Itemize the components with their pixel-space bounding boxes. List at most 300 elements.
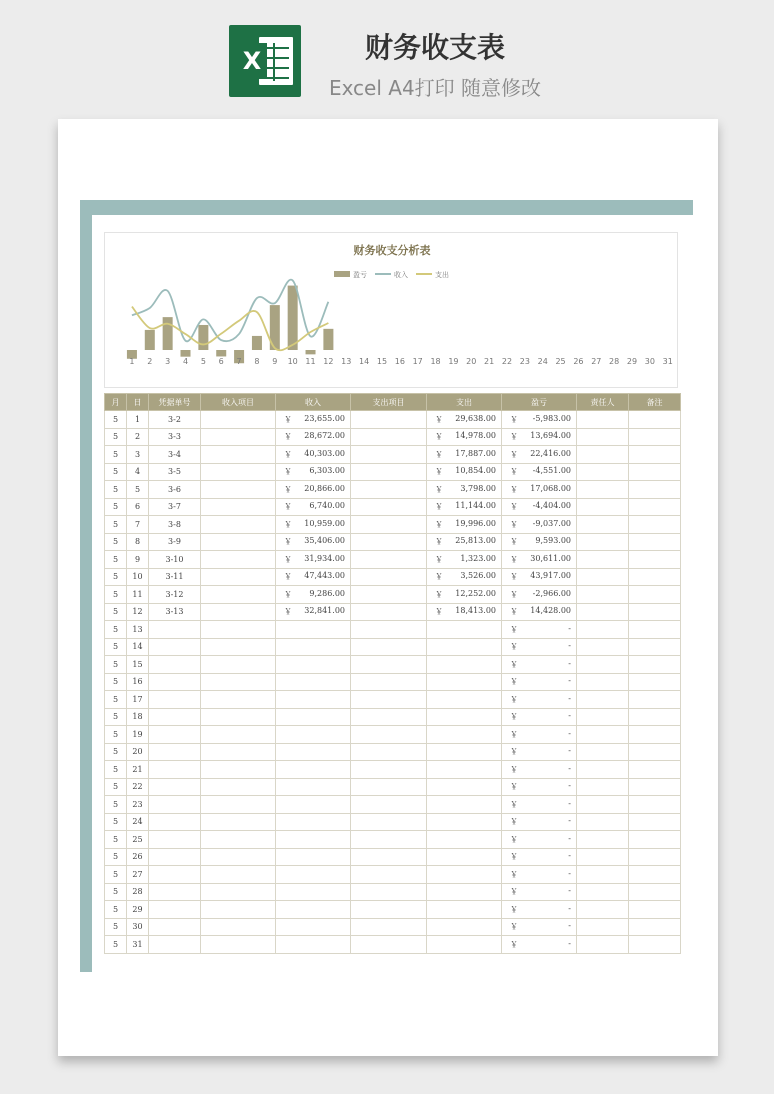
cell-profit-loss[interactable]: [502, 656, 577, 674]
cell-expense[interactable]: [427, 638, 502, 656]
cell-income[interactable]: [276, 621, 351, 639]
cell-expense-item[interactable]: [351, 481, 427, 499]
cell-month[interactable]: 5: [105, 638, 127, 656]
cell-voucher[interactable]: [149, 796, 201, 814]
cell-note[interactable]: [629, 726, 681, 744]
cell-month[interactable]: 5: [105, 743, 127, 761]
cell-note[interactable]: [629, 936, 681, 954]
cell-day[interactable]: 25: [127, 831, 149, 849]
cell-profit-loss[interactable]: [502, 621, 577, 639]
cell-day[interactable]: 29: [127, 901, 149, 919]
cell-owner[interactable]: [577, 901, 629, 919]
cell-day[interactable]: 17: [127, 691, 149, 709]
cell-day[interactable]: 22: [127, 778, 149, 796]
cell-expense-item[interactable]: [351, 411, 427, 429]
cell-expense-item[interactable]: [351, 463, 427, 481]
cell-month[interactable]: 5: [105, 883, 127, 901]
cell-income-item[interactable]: [201, 516, 276, 534]
cell-month[interactable]: 5: [105, 533, 127, 551]
cell-voucher[interactable]: [149, 761, 201, 779]
cell-voucher[interactable]: 3-5: [149, 463, 201, 481]
cell-income[interactable]: [276, 498, 351, 516]
cell-day[interactable]: 3: [127, 446, 149, 464]
cell-income-item[interactable]: [201, 498, 276, 516]
cell-owner[interactable]: [577, 848, 629, 866]
cell-month[interactable]: 5: [105, 551, 127, 569]
cell-voucher[interactable]: 3-4: [149, 446, 201, 464]
cell-expense[interactable]: [427, 673, 502, 691]
cell-note[interactable]: [629, 708, 681, 726]
cell-note[interactable]: [629, 428, 681, 446]
cell-expense-item[interactable]: [351, 586, 427, 604]
cell-day[interactable]: 9: [127, 551, 149, 569]
cell-income[interactable]: [276, 551, 351, 569]
cell-expense[interactable]: [427, 883, 502, 901]
cell-note[interactable]: [629, 918, 681, 936]
cell-month[interactable]: 5: [105, 673, 127, 691]
cell-expense-item[interactable]: [351, 848, 427, 866]
cell-profit-loss[interactable]: [502, 498, 577, 516]
cell-income[interactable]: [276, 446, 351, 464]
cell-income[interactable]: [276, 586, 351, 604]
cell-income[interactable]: [276, 603, 351, 621]
cell-profit-loss[interactable]: [502, 866, 577, 884]
cell-income-item[interactable]: [201, 796, 276, 814]
cell-owner[interactable]: [577, 568, 629, 586]
cell-income-item[interactable]: [201, 586, 276, 604]
cell-profit-loss[interactable]: [502, 761, 577, 779]
cell-note[interactable]: [629, 446, 681, 464]
cell-note[interactable]: [629, 796, 681, 814]
cell-expense[interactable]: [427, 551, 502, 569]
cell-income[interactable]: [276, 411, 351, 429]
cell-day[interactable]: 21: [127, 761, 149, 779]
cell-month[interactable]: 5: [105, 726, 127, 744]
cell-income-item[interactable]: [201, 428, 276, 446]
cell-owner[interactable]: [577, 446, 629, 464]
cell-note[interactable]: [629, 411, 681, 429]
cell-day[interactable]: 12: [127, 603, 149, 621]
cell-expense[interactable]: [427, 463, 502, 481]
cell-month[interactable]: 5: [105, 481, 127, 499]
cell-voucher[interactable]: [149, 656, 201, 674]
cell-note[interactable]: [629, 621, 681, 639]
cell-note[interactable]: [629, 568, 681, 586]
cell-note[interactable]: [629, 551, 681, 569]
cell-voucher[interactable]: [149, 743, 201, 761]
cell-note[interactable]: [629, 463, 681, 481]
cell-income-item[interactable]: [201, 463, 276, 481]
cell-note[interactable]: [629, 743, 681, 761]
cell-owner[interactable]: [577, 918, 629, 936]
cell-note[interactable]: [629, 638, 681, 656]
cell-income-item[interactable]: [201, 603, 276, 621]
cell-note[interactable]: [629, 778, 681, 796]
cell-income-item[interactable]: [201, 848, 276, 866]
cell-income[interactable]: [276, 831, 351, 849]
cell-expense[interactable]: [427, 621, 502, 639]
cell-voucher[interactable]: 3-11: [149, 568, 201, 586]
cell-income-item[interactable]: [201, 918, 276, 936]
cell-income-item[interactable]: [201, 411, 276, 429]
cell-expense[interactable]: [427, 761, 502, 779]
cell-income-item[interactable]: [201, 568, 276, 586]
cell-owner[interactable]: [577, 481, 629, 499]
cell-expense-item[interactable]: [351, 516, 427, 534]
cell-note[interactable]: [629, 673, 681, 691]
cell-day[interactable]: 10: [127, 568, 149, 586]
cell-voucher[interactable]: [149, 918, 201, 936]
cell-profit-loss[interactable]: [502, 411, 577, 429]
cell-voucher[interactable]: [149, 901, 201, 919]
cell-day[interactable]: 7: [127, 516, 149, 534]
cell-note[interactable]: [629, 866, 681, 884]
cell-expense-item[interactable]: [351, 901, 427, 919]
cell-owner[interactable]: [577, 428, 629, 446]
cell-profit-loss[interactable]: [502, 551, 577, 569]
cell-expense[interactable]: [427, 516, 502, 534]
cell-expense[interactable]: [427, 743, 502, 761]
cell-income-item[interactable]: [201, 778, 276, 796]
cell-month[interactable]: 5: [105, 498, 127, 516]
cell-owner[interactable]: [577, 656, 629, 674]
cell-voucher[interactable]: [149, 621, 201, 639]
cell-expense-item[interactable]: [351, 498, 427, 516]
cell-expense[interactable]: [427, 796, 502, 814]
cell-income-item[interactable]: [201, 551, 276, 569]
cell-owner[interactable]: [577, 673, 629, 691]
cell-note[interactable]: [629, 533, 681, 551]
cell-expense-item[interactable]: [351, 568, 427, 586]
cell-income-item[interactable]: [201, 446, 276, 464]
cell-expense-item[interactable]: [351, 726, 427, 744]
cell-owner[interactable]: [577, 813, 629, 831]
cell-expense[interactable]: [427, 726, 502, 744]
cell-note[interactable]: [629, 498, 681, 516]
cell-expense-item[interactable]: [351, 883, 427, 901]
cell-profit-loss[interactable]: [502, 743, 577, 761]
cell-owner[interactable]: [577, 516, 629, 534]
cell-income-item[interactable]: [201, 743, 276, 761]
cell-owner[interactable]: [577, 831, 629, 849]
cell-day[interactable]: 8: [127, 533, 149, 551]
cell-income[interactable]: [276, 726, 351, 744]
cell-expense[interactable]: [427, 568, 502, 586]
cell-day[interactable]: 11: [127, 586, 149, 604]
cell-day[interactable]: 1: [127, 411, 149, 429]
cell-income-item[interactable]: [201, 761, 276, 779]
cell-day[interactable]: 24: [127, 813, 149, 831]
cell-income[interactable]: [276, 866, 351, 884]
cell-profit-loss[interactable]: [502, 831, 577, 849]
cell-expense-item[interactable]: [351, 673, 427, 691]
cell-day[interactable]: 19: [127, 726, 149, 744]
cell-voucher[interactable]: [149, 813, 201, 831]
cell-day[interactable]: 5: [127, 481, 149, 499]
cell-note[interactable]: [629, 813, 681, 831]
cell-income-item[interactable]: [201, 866, 276, 884]
cell-expense-item[interactable]: [351, 813, 427, 831]
cell-note[interactable]: [629, 848, 681, 866]
cell-profit-loss[interactable]: [502, 428, 577, 446]
cell-month[interactable]: 5: [105, 918, 127, 936]
cell-income-item[interactable]: [201, 533, 276, 551]
cell-income[interactable]: [276, 936, 351, 954]
cell-profit-loss[interactable]: [502, 481, 577, 499]
cell-income-item[interactable]: [201, 673, 276, 691]
cell-day[interactable]: 23: [127, 796, 149, 814]
cell-expense[interactable]: [427, 586, 502, 604]
cell-income[interactable]: [276, 813, 351, 831]
cell-expense-item[interactable]: [351, 761, 427, 779]
cell-income-item[interactable]: [201, 481, 276, 499]
cell-expense-item[interactable]: [351, 778, 427, 796]
cell-profit-loss[interactable]: [502, 813, 577, 831]
cell-voucher[interactable]: [149, 638, 201, 656]
cell-note[interactable]: [629, 831, 681, 849]
cell-expense-item[interactable]: [351, 446, 427, 464]
cell-owner[interactable]: [577, 463, 629, 481]
cell-income-item[interactable]: [201, 883, 276, 901]
cell-expense[interactable]: [427, 831, 502, 849]
cell-income-item[interactable]: [201, 691, 276, 709]
cell-expense[interactable]: [427, 533, 502, 551]
cell-profit-loss[interactable]: [502, 848, 577, 866]
cell-income-item[interactable]: [201, 813, 276, 831]
cell-voucher[interactable]: [149, 673, 201, 691]
cell-income-item[interactable]: [201, 621, 276, 639]
cell-income[interactable]: [276, 778, 351, 796]
cell-income[interactable]: [276, 708, 351, 726]
cell-day[interactable]: 30: [127, 918, 149, 936]
cell-expense-item[interactable]: [351, 796, 427, 814]
cell-profit-loss[interactable]: [502, 673, 577, 691]
cell-voucher[interactable]: [149, 831, 201, 849]
cell-expense-item[interactable]: [351, 743, 427, 761]
cell-profit-loss[interactable]: [502, 691, 577, 709]
cell-income[interactable]: [276, 656, 351, 674]
cell-voucher[interactable]: [149, 691, 201, 709]
cell-expense[interactable]: [427, 848, 502, 866]
cell-voucher[interactable]: 3-6: [149, 481, 201, 499]
cell-month[interactable]: 5: [105, 778, 127, 796]
cell-day[interactable]: 31: [127, 936, 149, 954]
cell-expense[interactable]: [427, 901, 502, 919]
cell-voucher[interactable]: 3-2: [149, 411, 201, 429]
cell-expense[interactable]: [427, 813, 502, 831]
cell-expense-item[interactable]: [351, 831, 427, 849]
cell-month[interactable]: 5: [105, 428, 127, 446]
cell-owner[interactable]: [577, 778, 629, 796]
cell-expense[interactable]: [427, 446, 502, 464]
cell-income-item[interactable]: [201, 708, 276, 726]
cell-day[interactable]: 28: [127, 883, 149, 901]
cell-month[interactable]: 5: [105, 831, 127, 849]
cell-expense[interactable]: [427, 411, 502, 429]
cell-profit-loss[interactable]: [502, 463, 577, 481]
cell-income[interactable]: [276, 848, 351, 866]
cell-voucher[interactable]: [149, 848, 201, 866]
cell-month[interactable]: 5: [105, 866, 127, 884]
cell-expense-item[interactable]: [351, 936, 427, 954]
cell-expense[interactable]: [427, 918, 502, 936]
cell-owner[interactable]: [577, 498, 629, 516]
cell-expense[interactable]: [427, 428, 502, 446]
cell-income[interactable]: [276, 481, 351, 499]
cell-owner[interactable]: [577, 533, 629, 551]
cell-month[interactable]: 5: [105, 411, 127, 429]
cell-month[interactable]: 5: [105, 568, 127, 586]
cell-income[interactable]: [276, 743, 351, 761]
cell-voucher[interactable]: 3-10: [149, 551, 201, 569]
cell-expense-item[interactable]: [351, 866, 427, 884]
cell-profit-loss[interactable]: [502, 883, 577, 901]
cell-expense[interactable]: [427, 936, 502, 954]
cell-profit-loss[interactable]: [502, 936, 577, 954]
cell-month[interactable]: 5: [105, 621, 127, 639]
cell-month[interactable]: 5: [105, 656, 127, 674]
cell-expense[interactable]: [427, 498, 502, 516]
cell-expense[interactable]: [427, 656, 502, 674]
cell-income[interactable]: [276, 796, 351, 814]
cell-profit-loss[interactable]: [502, 796, 577, 814]
cell-profit-loss[interactable]: [502, 516, 577, 534]
cell-voucher[interactable]: [149, 936, 201, 954]
cell-expense[interactable]: [427, 778, 502, 796]
cell-month[interactable]: 5: [105, 796, 127, 814]
cell-day[interactable]: 4: [127, 463, 149, 481]
cell-owner[interactable]: [577, 726, 629, 744]
cell-day[interactable]: 6: [127, 498, 149, 516]
cell-month[interactable]: 5: [105, 901, 127, 919]
cell-note[interactable]: [629, 516, 681, 534]
cell-income-item[interactable]: [201, 656, 276, 674]
cell-voucher[interactable]: [149, 708, 201, 726]
cell-voucher[interactable]: 3-13: [149, 603, 201, 621]
cell-day[interactable]: 18: [127, 708, 149, 726]
cell-note[interactable]: [629, 603, 681, 621]
cell-profit-loss[interactable]: [502, 586, 577, 604]
cell-note[interactable]: [629, 901, 681, 919]
cell-voucher[interactable]: 3-7: [149, 498, 201, 516]
cell-expense-item[interactable]: [351, 603, 427, 621]
cell-income[interactable]: [276, 568, 351, 586]
cell-expense-item[interactable]: [351, 708, 427, 726]
cell-owner[interactable]: [577, 638, 629, 656]
cell-owner[interactable]: [577, 761, 629, 779]
cell-month[interactable]: 5: [105, 761, 127, 779]
cell-owner[interactable]: [577, 866, 629, 884]
cell-owner[interactable]: [577, 743, 629, 761]
cell-voucher[interactable]: 3-12: [149, 586, 201, 604]
cell-profit-loss[interactable]: [502, 568, 577, 586]
cell-income-item[interactable]: [201, 936, 276, 954]
cell-income[interactable]: [276, 901, 351, 919]
cell-income-item[interactable]: [201, 726, 276, 744]
cell-profit-loss[interactable]: [502, 918, 577, 936]
cell-note[interactable]: [629, 586, 681, 604]
cell-day[interactable]: 2: [127, 428, 149, 446]
cell-expense-item[interactable]: [351, 428, 427, 446]
cell-day[interactable]: 26: [127, 848, 149, 866]
cell-day[interactable]: 14: [127, 638, 149, 656]
cell-profit-loss[interactable]: [502, 901, 577, 919]
cell-income[interactable]: [276, 638, 351, 656]
cell-expense-item[interactable]: [351, 621, 427, 639]
cell-income[interactable]: [276, 428, 351, 446]
cell-voucher[interactable]: 3-3: [149, 428, 201, 446]
cell-income[interactable]: [276, 691, 351, 709]
cell-profit-loss[interactable]: [502, 533, 577, 551]
cell-month[interactable]: 5: [105, 603, 127, 621]
cell-owner[interactable]: [577, 621, 629, 639]
cell-month[interactable]: 5: [105, 691, 127, 709]
cell-expense[interactable]: [427, 708, 502, 726]
cell-voucher[interactable]: 3-9: [149, 533, 201, 551]
cell-income[interactable]: [276, 918, 351, 936]
cell-month[interactable]: 5: [105, 516, 127, 534]
cell-income[interactable]: [276, 883, 351, 901]
cell-expense-item[interactable]: [351, 551, 427, 569]
cell-owner[interactable]: [577, 411, 629, 429]
cell-note[interactable]: [629, 883, 681, 901]
cell-voucher[interactable]: [149, 778, 201, 796]
cell-day[interactable]: 20: [127, 743, 149, 761]
cell-expense[interactable]: [427, 603, 502, 621]
cell-owner[interactable]: [577, 936, 629, 954]
cell-month[interactable]: 5: [105, 848, 127, 866]
cell-expense[interactable]: [427, 481, 502, 499]
cell-owner[interactable]: [577, 796, 629, 814]
cell-expense-item[interactable]: [351, 918, 427, 936]
cell-day[interactable]: 16: [127, 673, 149, 691]
cell-month[interactable]: 5: [105, 813, 127, 831]
cell-expense-item[interactable]: [351, 691, 427, 709]
cell-day[interactable]: 13: [127, 621, 149, 639]
cell-month[interactable]: 5: [105, 936, 127, 954]
cell-voucher[interactable]: 3-8: [149, 516, 201, 534]
cell-profit-loss[interactable]: [502, 603, 577, 621]
cell-profit-loss[interactable]: [502, 638, 577, 656]
cell-expense[interactable]: [427, 866, 502, 884]
cell-month[interactable]: 5: [105, 586, 127, 604]
cell-note[interactable]: [629, 761, 681, 779]
cell-owner[interactable]: [577, 691, 629, 709]
cell-expense-item[interactable]: [351, 638, 427, 656]
cell-day[interactable]: 15: [127, 656, 149, 674]
cell-income-item[interactable]: [201, 901, 276, 919]
cell-owner[interactable]: [577, 551, 629, 569]
cell-owner[interactable]: [577, 883, 629, 901]
cell-month[interactable]: 5: [105, 708, 127, 726]
cell-owner[interactable]: [577, 708, 629, 726]
cell-profit-loss[interactable]: [502, 708, 577, 726]
cell-profit-loss[interactable]: [502, 778, 577, 796]
cell-income[interactable]: [276, 533, 351, 551]
cell-income[interactable]: [276, 761, 351, 779]
cell-profit-loss[interactable]: [502, 446, 577, 464]
cell-month[interactable]: 5: [105, 446, 127, 464]
cell-owner[interactable]: [577, 586, 629, 604]
cell-expense[interactable]: [427, 691, 502, 709]
cell-income[interactable]: [276, 463, 351, 481]
cell-income[interactable]: [276, 673, 351, 691]
cell-income-item[interactable]: [201, 831, 276, 849]
cell-voucher[interactable]: [149, 883, 201, 901]
cell-income[interactable]: [276, 516, 351, 534]
cell-income-item[interactable]: [201, 638, 276, 656]
cell-voucher[interactable]: [149, 726, 201, 744]
